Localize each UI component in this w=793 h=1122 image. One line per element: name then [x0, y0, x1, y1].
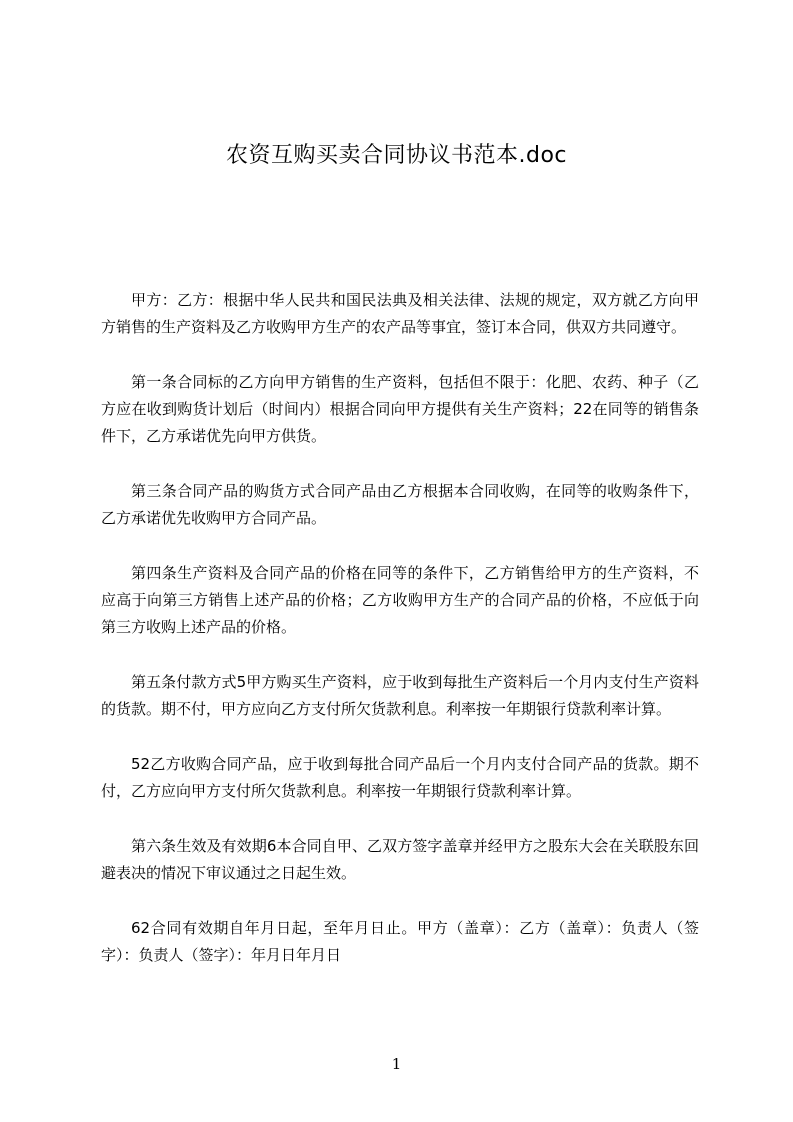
- paragraph-article-1: 第一条合同标的乙方向甲方销售的生产资料，包括但不限于：化肥、农药、种子（乙方应在收到购货计划后（时间内）根据合同向甲方提供有关生产资料；22在同等的销售条件下，乙方承诺优先向甲方供货。: [101, 373, 699, 445]
- document-title: 农资互购买卖合同协议书范本.doc: [225, 143, 567, 168]
- paragraph-article-5: 第五条付款方式5甲方购买生产资料，应于收到每批生产资料后一个月内支付生产资料的货款。期不付，甲方应向乙方支付所欠货款利息。利率按一年期银行贷款利率计算。: [101, 673, 699, 718]
- paragraph-article-5-2: 52乙方收购合同产品，应于收到每批合同产品后一个月内支付合同产品的货款。期不付，乙方应向甲方支付所欠货款利息。利率按一年期银行贷款利率计算。: [101, 755, 699, 800]
- paragraph-preamble: 甲方：乙方：根据中华人民共和国民法典及相关法律、法规的规定，双方就乙方向甲方销售的生产资料及乙方收购甲方生产的农产品等事宜，签订本合同，供双方共同遵守。: [101, 291, 699, 336]
- page-number: 1: [391, 1055, 402, 1073]
- paragraph-article-4: 第四条生产资料及合同产品的价格在同等的条件下，乙方销售给甲方的生产资料，不应高于向第三方销售上述产品的价格；乙方收购甲方生产的合同产品的价格，不应低于向第三方收购上述产品的价格。: [101, 564, 699, 636]
- paragraph-article-6: 第六条生效及有效期6本合同自甲、乙双方签字盖章并经甲方之股东大会在关联股东回避表决的情况下审议通过之日起生效。: [101, 837, 699, 882]
- document-body: [101, 287, 699, 997]
- paragraph-article-6-2: 62合同有效期自年月日起，至年月日止。甲方（盖章）：乙方（盖章）：负责人（签字）：负责人（签字）：年月日年月日: [101, 919, 699, 964]
- paragraph-article-3: 第三条合同产品的购货方式合同产品由乙方根据本合同收购，在同等的收购条件下，乙方承诺优先收购甲方合同产品。: [101, 482, 699, 527]
